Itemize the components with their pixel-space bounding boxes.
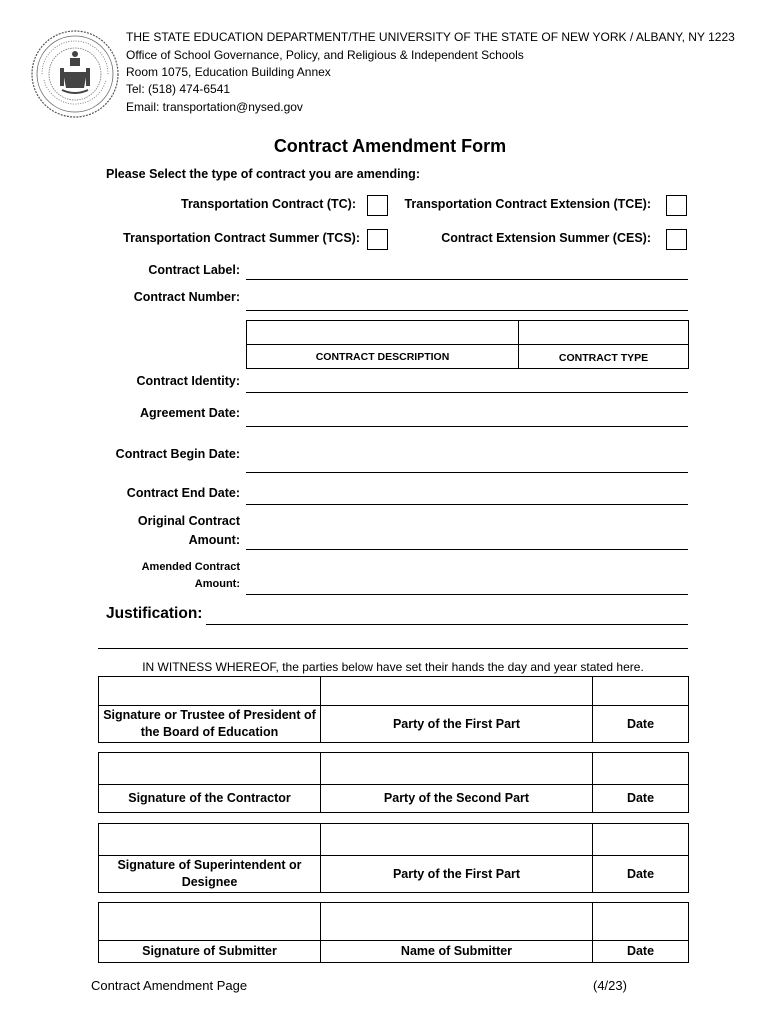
contract-type-field[interactable] xyxy=(518,320,689,345)
amended-amount-label-1: Amended Contract xyxy=(141,561,240,573)
tce-label: Transportation Contract Extension (TCE): xyxy=(404,197,651,211)
nys-seal-logo xyxy=(30,28,120,120)
sig1-date-label: Date xyxy=(592,705,689,743)
sig4-party-label: Name of Submitter xyxy=(320,940,593,963)
sig1-signature-label: Signature or Trustee of President of the Board of Education xyxy=(98,705,321,743)
sig3-party-label: Party of the First Part xyxy=(320,855,593,893)
sig3-party-box[interactable] xyxy=(320,823,593,856)
original-amount-field[interactable] xyxy=(246,549,688,550)
header-email: Email: transportation@nysed.gov xyxy=(126,100,303,114)
sig4-date-box[interactable] xyxy=(592,902,689,941)
tc-checkbox[interactable] xyxy=(367,195,388,216)
select-prompt: Please Select the type of contract you are amending: xyxy=(106,167,420,181)
sig2-signature-label: Signature of the Contractor xyxy=(98,784,321,813)
amended-amount-label-2: Amount: xyxy=(194,578,240,590)
header-department: THE STATE EDUCATION DEPARTMENT/THE UNIVERSITY OF THE STATE OF NEW YORK / ALBANY, NY 1223 xyxy=(126,30,735,44)
amended-amount-field[interactable] xyxy=(246,594,688,595)
sig2-party-box[interactable] xyxy=(320,752,593,785)
contract-description-field[interactable] xyxy=(246,320,519,345)
contract-label-label: Contract Label: xyxy=(148,263,240,277)
justification-label: Justification: xyxy=(106,605,203,622)
header-office: Office of School Governance, Policy, and Religious & Independent Schools xyxy=(126,48,524,62)
contract-number-field[interactable] xyxy=(246,310,688,311)
contract-label-field[interactable] xyxy=(246,279,688,280)
contract-number-label: Contract Number: xyxy=(133,290,240,304)
justification-field[interactable] xyxy=(206,624,688,625)
begin-date-field[interactable] xyxy=(246,472,688,473)
end-date-field[interactable] xyxy=(246,504,688,505)
sig3-date-label: Date xyxy=(592,855,689,893)
tcs-checkbox[interactable] xyxy=(367,229,388,250)
original-amount-label-1: Original Contract xyxy=(137,514,240,528)
form-title: Contract Amendment Form xyxy=(273,136,507,156)
justification-field-line-2[interactable] xyxy=(98,648,688,649)
sig4-date-label: Date xyxy=(592,940,689,963)
contract-type-header: CONTRACT TYPE xyxy=(518,344,689,369)
ces-label: Contract Extension Summer (CES): xyxy=(441,231,651,245)
sig3-date-box[interactable] xyxy=(592,823,689,856)
footer-page-label: Contract Amendment Page xyxy=(91,978,248,993)
contract-identity-field[interactable] xyxy=(246,392,688,393)
agreement-date-label: Agreement Date: xyxy=(139,406,240,420)
tce-checkbox[interactable] xyxy=(666,195,687,216)
contract-identity-label: Contract Identity: xyxy=(136,374,240,388)
sig2-party-label: Party of the Second Part xyxy=(320,784,593,813)
sig1-party-label: Party of the First Part xyxy=(320,705,593,743)
header-phone: Tel: (518) 474-6541 xyxy=(126,82,231,96)
sig2-date-box[interactable] xyxy=(592,752,689,785)
sig4-party-box[interactable] xyxy=(320,902,593,941)
contract-description-header: CONTRACT DESCRIPTION xyxy=(246,344,519,369)
sig2-date-label: Date xyxy=(592,784,689,813)
sig3-signature-label: Signature of Superintendent or Designee xyxy=(98,855,321,893)
sig4-signature-label: Signature of Submitter xyxy=(98,940,321,963)
tc-label: Transportation Contract (TC): xyxy=(181,197,356,211)
ces-checkbox[interactable] xyxy=(666,229,687,250)
agreement-date-field[interactable] xyxy=(246,426,688,427)
footer-version: (4/23) xyxy=(593,978,627,993)
sig1-date-box[interactable] xyxy=(592,676,689,706)
witness-statement: IN WITNESS WHEREOF, the parties below have set their hands the day and year stated here. xyxy=(142,660,644,674)
begin-date-label: Contract Begin Date: xyxy=(115,447,240,461)
sig1-party-box[interactable] xyxy=(320,676,593,706)
header-room: Room 1075, Education Building Annex xyxy=(126,65,331,79)
sig2-signature-box[interactable] xyxy=(98,752,321,785)
sig4-signature-box[interactable] xyxy=(98,902,321,941)
original-amount-label-2: Amount: xyxy=(188,533,240,547)
sig3-signature-box[interactable] xyxy=(98,823,321,856)
sig1-signature-box[interactable] xyxy=(98,676,321,706)
end-date-label: Contract End Date: xyxy=(126,486,240,500)
tcs-label: Transportation Contract Summer (TCS): xyxy=(123,231,360,245)
